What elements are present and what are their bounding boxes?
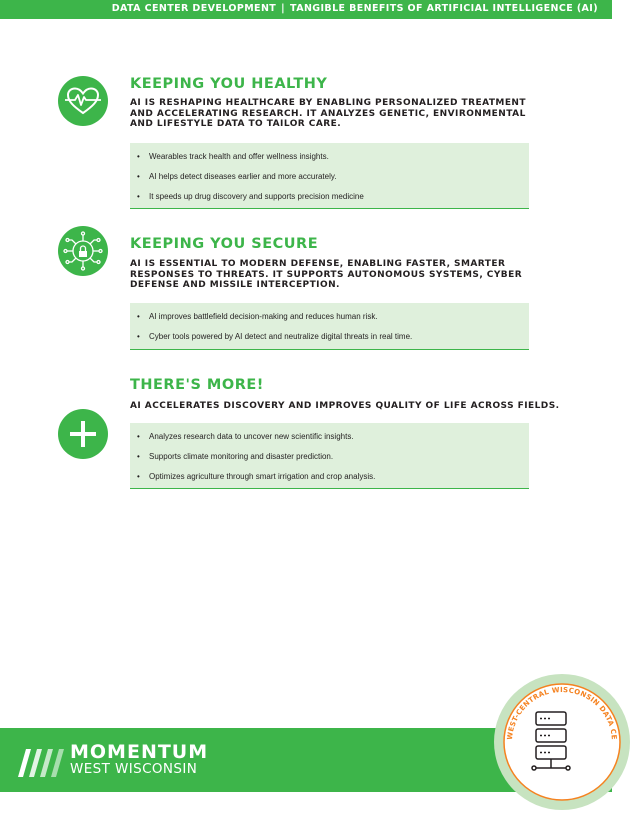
header-left-label: DATA CENTER DEVELOPMENT <box>111 3 277 14</box>
list-item: • AI helps detect diseases earlier and more accurately. <box>136 172 529 182</box>
logo-text-primary: MOMENTUM <box>70 741 209 763</box>
section-subtitle: AI IS ESSENTIAL TO MODERN DEFENSE, ENABLING FASTER, SMARTER RESPONSES TO THREATS. IT SUPPORTS AUTONOMOUS SYSTEMS, CYBER DEFENSE AND MISSILE INTERCEPTION. <box>130 259 523 290</box>
header-text <box>112 3 598 14</box>
header-bar <box>0 0 612 19</box>
momentum-logo <box>18 743 248 777</box>
section-subtitle: AI ACCELERATES DISCOVERY AND IMPROVES QUALITY OF LIFE ACROSS FIELDS. <box>130 401 560 411</box>
header-separator: | <box>281 3 286 14</box>
bullet-list <box>130 143 529 209</box>
list-item: • Wearables track health and offer wellness insights. <box>136 152 529 162</box>
list-item: • Optimizes agriculture through smart irrigation and crop analysis. <box>136 472 529 482</box>
logo-mark-icon <box>18 743 66 777</box>
plus-icon <box>58 409 108 459</box>
list-item: • AI improves battlefield decision-making and reduces human risk. <box>136 312 529 322</box>
section-title: KEEPING YOU HEALTHY <box>130 76 328 92</box>
section-title: THERE'S MORE! <box>130 377 264 393</box>
logo-text-secondary: WEST WISCONSIN <box>70 761 198 777</box>
list-item: • Supports climate monitoring and disaster prediction. <box>136 452 529 462</box>
bullet-list <box>130 423 529 489</box>
list-item: • Cyber tools powered by AI detect and neutralize digital threats in real time. <box>136 332 529 342</box>
header-right-label: TANGIBLE BENEFITS OF ARTIFICIAL INTELLIGENCE (AI) <box>290 3 598 14</box>
list-item: • Analyzes research data to uncover new scientific insights. <box>136 432 529 442</box>
heart-pulse-icon <box>58 76 108 126</box>
section-subtitle: AI IS RESHAPING HEALTHCARE BY ENABLING PERSONALIZED TREATMENT AND ACCELERATING RESEARCH. IT ANALYZES GENETIC, ENVIRONMENTAL AND LIFESTYLE DATA TO TAILOR CARE. <box>130 98 526 129</box>
section-title: KEEPING YOU SECURE <box>130 236 319 252</box>
data-center-facts-badge <box>492 672 632 812</box>
list-item: • It speeds up drug discovery and supports precision medicine <box>136 192 529 202</box>
badge-text: WEST-CENTRAL WISCONSIN DATA CE <box>505 685 618 741</box>
bullet-list <box>130 303 529 350</box>
circuit-lock-icon <box>58 226 108 276</box>
